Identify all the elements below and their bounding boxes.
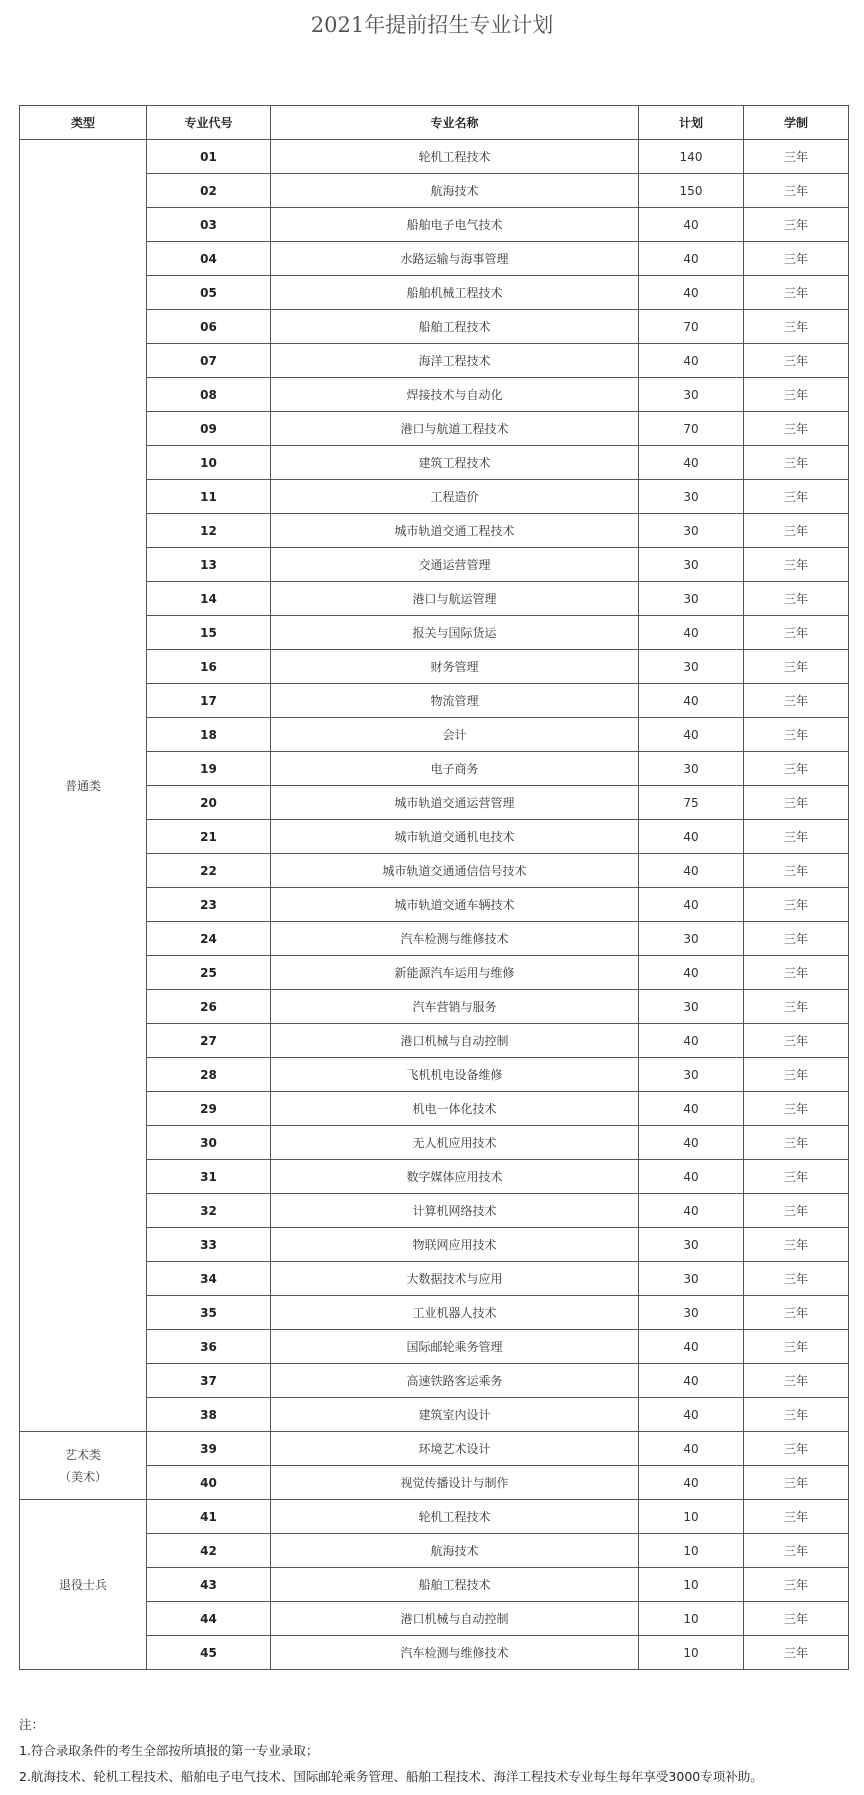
page-title: 2021年提前招生专业计划 bbox=[310, 13, 554, 37]
name-cell: 交通运营管理 bbox=[271, 548, 639, 582]
duration-cell: 三年 bbox=[744, 1092, 849, 1126]
code-cell: 24 bbox=[147, 922, 271, 956]
name-cell: 船舶机械工程技术 bbox=[271, 276, 639, 310]
plan-cell: 40 bbox=[639, 1364, 744, 1398]
plan-cell: 30 bbox=[639, 548, 744, 582]
name-cell: 航海技术 bbox=[271, 174, 639, 208]
duration-cell: 三年 bbox=[744, 650, 849, 684]
name-cell: 城市轨道交通工程技术 bbox=[271, 514, 639, 548]
code-cell: 10 bbox=[147, 446, 271, 480]
duration-cell: 三年 bbox=[744, 1466, 849, 1500]
duration-cell: 三年 bbox=[744, 1500, 849, 1534]
plan-cell: 40 bbox=[639, 616, 744, 650]
type-label: 艺术类 bbox=[64, 1447, 101, 1462]
code-cell: 18 bbox=[147, 718, 271, 752]
name-cell: 汽车检测与维修技术 bbox=[271, 922, 639, 956]
duration-cell: 三年 bbox=[744, 718, 849, 752]
duration-cell: 三年 bbox=[744, 1330, 849, 1364]
plan-cell: 30 bbox=[639, 752, 744, 786]
code-cell: 37 bbox=[147, 1364, 271, 1398]
type-label: （美术） bbox=[58, 1469, 107, 1484]
plan-cell: 40 bbox=[639, 242, 744, 276]
duration-cell: 三年 bbox=[744, 752, 849, 786]
type-label: 普通类 bbox=[64, 778, 101, 793]
plan-cell: 40 bbox=[639, 276, 744, 310]
code-cell: 07 bbox=[147, 344, 271, 378]
header-code: 专业代号 bbox=[147, 106, 271, 140]
code-cell: 03 bbox=[147, 208, 271, 242]
plan-cell: 10 bbox=[639, 1534, 744, 1568]
plan-cell: 40 bbox=[639, 854, 744, 888]
type-cell bbox=[20, 140, 147, 1432]
plan-cell: 40 bbox=[639, 1432, 744, 1466]
duration-cell: 三年 bbox=[744, 1398, 849, 1432]
duration-cell: 三年 bbox=[744, 1602, 849, 1636]
table-row bbox=[20, 140, 849, 174]
plan-cell: 40 bbox=[639, 888, 744, 922]
enrollment-plan-table bbox=[19, 105, 849, 1670]
plan-cell: 140 bbox=[639, 140, 744, 174]
plan-cell: 75 bbox=[639, 786, 744, 820]
type-cell bbox=[20, 1432, 147, 1500]
plan-cell: 40 bbox=[639, 956, 744, 990]
plan-cell: 40 bbox=[639, 1160, 744, 1194]
plan-cell: 30 bbox=[639, 922, 744, 956]
code-cell: 11 bbox=[147, 480, 271, 514]
code-cell: 42 bbox=[147, 1534, 271, 1568]
duration-cell: 三年 bbox=[744, 888, 849, 922]
plan-cell: 40 bbox=[639, 1466, 744, 1500]
code-cell: 09 bbox=[147, 412, 271, 446]
name-cell: 计算机网络技术 bbox=[271, 1194, 639, 1228]
name-cell: 汽车检测与维修技术 bbox=[271, 1636, 639, 1670]
duration-cell: 三年 bbox=[744, 1296, 849, 1330]
duration-cell: 三年 bbox=[744, 1228, 849, 1262]
code-cell: 36 bbox=[147, 1330, 271, 1364]
code-cell: 06 bbox=[147, 310, 271, 344]
plan-cell: 30 bbox=[639, 990, 744, 1024]
duration-cell: 三年 bbox=[744, 412, 849, 446]
name-cell: 焊接技术与自动化 bbox=[271, 378, 639, 412]
code-cell: 41 bbox=[147, 1500, 271, 1534]
type-cell bbox=[20, 1500, 147, 1670]
note-line-1: 1.符合录取条件的考生全部按所填报的第一专业录取； bbox=[19, 1743, 319, 1758]
name-cell: 港口机械与自动控制 bbox=[271, 1024, 639, 1058]
plan-cell: 30 bbox=[639, 1058, 744, 1092]
name-cell: 港口机械与自动控制 bbox=[271, 1602, 639, 1636]
duration-cell: 三年 bbox=[744, 616, 849, 650]
code-cell: 27 bbox=[147, 1024, 271, 1058]
code-cell: 16 bbox=[147, 650, 271, 684]
duration-cell: 三年 bbox=[744, 140, 849, 174]
plan-cell: 70 bbox=[639, 310, 744, 344]
code-cell: 43 bbox=[147, 1568, 271, 1602]
code-cell: 33 bbox=[147, 1228, 271, 1262]
code-cell: 08 bbox=[147, 378, 271, 412]
plan-cell: 40 bbox=[639, 718, 744, 752]
name-cell: 城市轨道交通通信信号技术 bbox=[271, 854, 639, 888]
plan-cell: 40 bbox=[639, 1126, 744, 1160]
code-cell: 32 bbox=[147, 1194, 271, 1228]
plan-cell: 30 bbox=[639, 650, 744, 684]
code-cell: 17 bbox=[147, 684, 271, 718]
plan-cell: 40 bbox=[639, 1330, 744, 1364]
name-cell: 新能源汽车运用与维修 bbox=[271, 956, 639, 990]
duration-cell: 三年 bbox=[744, 820, 849, 854]
duration-cell: 三年 bbox=[744, 514, 849, 548]
duration-cell: 三年 bbox=[744, 1194, 849, 1228]
plan-cell: 10 bbox=[639, 1500, 744, 1534]
duration-cell: 三年 bbox=[744, 582, 849, 616]
duration-cell: 三年 bbox=[744, 1432, 849, 1466]
name-cell: 物联网应用技术 bbox=[271, 1228, 639, 1262]
duration-cell: 三年 bbox=[744, 922, 849, 956]
plan-cell: 30 bbox=[639, 582, 744, 616]
name-cell: 轮机工程技术 bbox=[271, 1500, 639, 1534]
code-cell: 30 bbox=[147, 1126, 271, 1160]
code-cell: 35 bbox=[147, 1296, 271, 1330]
name-cell: 轮机工程技术 bbox=[271, 140, 639, 174]
duration-cell: 三年 bbox=[744, 854, 849, 888]
code-cell: 19 bbox=[147, 752, 271, 786]
duration-cell: 三年 bbox=[744, 1126, 849, 1160]
name-cell: 航海技术 bbox=[271, 1534, 639, 1568]
name-cell: 汽车营销与服务 bbox=[271, 990, 639, 1024]
plan-cell: 30 bbox=[639, 1228, 744, 1262]
code-cell: 12 bbox=[147, 514, 271, 548]
plan-cell: 40 bbox=[639, 208, 744, 242]
plan-cell: 30 bbox=[639, 1262, 744, 1296]
plan-cell: 30 bbox=[639, 378, 744, 412]
name-cell: 城市轨道交通机电技术 bbox=[271, 820, 639, 854]
notes-section bbox=[19, 1712, 859, 1790]
name-cell: 无人机应用技术 bbox=[271, 1126, 639, 1160]
name-cell: 视觉传播设计与制作 bbox=[271, 1466, 639, 1500]
code-cell: 26 bbox=[147, 990, 271, 1024]
name-cell: 海洋工程技术 bbox=[271, 344, 639, 378]
table-row bbox=[20, 1432, 849, 1466]
code-cell: 05 bbox=[147, 276, 271, 310]
duration-cell: 三年 bbox=[744, 1534, 849, 1568]
type-label: 退役士兵 bbox=[58, 1577, 107, 1592]
header-name: 专业名称 bbox=[271, 106, 639, 140]
name-cell: 船舶工程技术 bbox=[271, 310, 639, 344]
name-cell: 电子商务 bbox=[271, 752, 639, 786]
duration-cell: 三年 bbox=[744, 548, 849, 582]
name-cell: 城市轨道交通车辆技术 bbox=[271, 888, 639, 922]
duration-cell: 三年 bbox=[744, 1262, 849, 1296]
note-line-2: 2.航海技术、轮机工程技术、船舶电子电气技术、国际邮轮乘务管理、船舶工程技术、海洋工程技术专业每生每年享受3000专项补助。 bbox=[19, 1769, 763, 1784]
plan-cell: 30 bbox=[639, 1296, 744, 1330]
name-cell: 数字媒体应用技术 bbox=[271, 1160, 639, 1194]
name-cell: 港口与航运管理 bbox=[271, 582, 639, 616]
code-cell: 25 bbox=[147, 956, 271, 990]
duration-cell: 三年 bbox=[744, 242, 849, 276]
code-cell: 38 bbox=[147, 1398, 271, 1432]
plan-cell: 30 bbox=[639, 480, 744, 514]
code-cell: 28 bbox=[147, 1058, 271, 1092]
code-cell: 02 bbox=[147, 174, 271, 208]
name-cell: 国际邮轮乘务管理 bbox=[271, 1330, 639, 1364]
code-cell: 40 bbox=[147, 1466, 271, 1500]
header-plan: 计划 bbox=[639, 106, 744, 140]
code-cell: 22 bbox=[147, 854, 271, 888]
name-cell: 会计 bbox=[271, 718, 639, 752]
duration-cell: 三年 bbox=[744, 174, 849, 208]
plan-cell: 40 bbox=[639, 684, 744, 718]
name-cell: 报关与国际货运 bbox=[271, 616, 639, 650]
plan-cell: 40 bbox=[639, 446, 744, 480]
code-cell: 20 bbox=[147, 786, 271, 820]
plan-cell: 10 bbox=[639, 1636, 744, 1670]
plan-cell: 10 bbox=[639, 1602, 744, 1636]
name-cell: 船舶工程技术 bbox=[271, 1568, 639, 1602]
code-cell: 39 bbox=[147, 1432, 271, 1466]
name-cell: 大数据技术与应用 bbox=[271, 1262, 639, 1296]
plan-cell: 150 bbox=[639, 174, 744, 208]
plan-cell: 40 bbox=[639, 1398, 744, 1432]
plan-cell: 40 bbox=[639, 1092, 744, 1126]
code-cell: 01 bbox=[147, 140, 271, 174]
duration-cell: 三年 bbox=[744, 480, 849, 514]
name-cell: 环境艺术设计 bbox=[271, 1432, 639, 1466]
plan-cell: 40 bbox=[639, 1194, 744, 1228]
plan-cell: 10 bbox=[639, 1568, 744, 1602]
code-cell: 04 bbox=[147, 242, 271, 276]
code-cell: 44 bbox=[147, 1602, 271, 1636]
duration-cell: 三年 bbox=[744, 1636, 849, 1670]
duration-cell: 三年 bbox=[744, 446, 849, 480]
name-cell: 财务管理 bbox=[271, 650, 639, 684]
duration-cell: 三年 bbox=[744, 344, 849, 378]
table-row bbox=[20, 1500, 849, 1534]
name-cell: 船舶电子电气技术 bbox=[271, 208, 639, 242]
duration-cell: 三年 bbox=[744, 684, 849, 718]
name-cell: 高速铁路客运乘务 bbox=[271, 1364, 639, 1398]
name-cell: 建筑室内设计 bbox=[271, 1398, 639, 1432]
name-cell: 飞机机电设备维修 bbox=[271, 1058, 639, 1092]
name-cell: 物流管理 bbox=[271, 684, 639, 718]
duration-cell: 三年 bbox=[744, 310, 849, 344]
name-cell: 水路运输与海事管理 bbox=[271, 242, 639, 276]
code-cell: 15 bbox=[147, 616, 271, 650]
duration-cell: 三年 bbox=[744, 956, 849, 990]
table-header-row bbox=[20, 106, 849, 140]
code-cell: 29 bbox=[147, 1092, 271, 1126]
name-cell: 港口与航道工程技术 bbox=[271, 412, 639, 446]
code-cell: 14 bbox=[147, 582, 271, 616]
notes-label: 注： bbox=[19, 1717, 45, 1732]
header-duration: 学制 bbox=[744, 106, 849, 140]
duration-cell: 三年 bbox=[744, 378, 849, 412]
duration-cell: 三年 bbox=[744, 786, 849, 820]
name-cell: 城市轨道交通运营管理 bbox=[271, 786, 639, 820]
name-cell: 工程造价 bbox=[271, 480, 639, 514]
code-cell: 21 bbox=[147, 820, 271, 854]
duration-cell: 三年 bbox=[744, 1024, 849, 1058]
duration-cell: 三年 bbox=[744, 1160, 849, 1194]
name-cell: 工业机器人技术 bbox=[271, 1296, 639, 1330]
duration-cell: 三年 bbox=[744, 1568, 849, 1602]
duration-cell: 三年 bbox=[744, 1058, 849, 1092]
code-cell: 13 bbox=[147, 548, 271, 582]
code-cell: 45 bbox=[147, 1636, 271, 1670]
plan-cell: 40 bbox=[639, 344, 744, 378]
table-body bbox=[20, 140, 849, 1670]
code-cell: 23 bbox=[147, 888, 271, 922]
plan-cell: 30 bbox=[639, 514, 744, 548]
duration-cell: 三年 bbox=[744, 208, 849, 242]
plan-cell: 40 bbox=[639, 820, 744, 854]
name-cell: 建筑工程技术 bbox=[271, 446, 639, 480]
plan-cell: 70 bbox=[639, 412, 744, 446]
code-cell: 31 bbox=[147, 1160, 271, 1194]
header-type: 类型 bbox=[20, 106, 147, 140]
plan-cell: 40 bbox=[639, 1024, 744, 1058]
duration-cell: 三年 bbox=[744, 276, 849, 310]
duration-cell: 三年 bbox=[744, 1364, 849, 1398]
name-cell: 机电一体化技术 bbox=[271, 1092, 639, 1126]
duration-cell: 三年 bbox=[744, 990, 849, 1024]
code-cell: 34 bbox=[147, 1262, 271, 1296]
